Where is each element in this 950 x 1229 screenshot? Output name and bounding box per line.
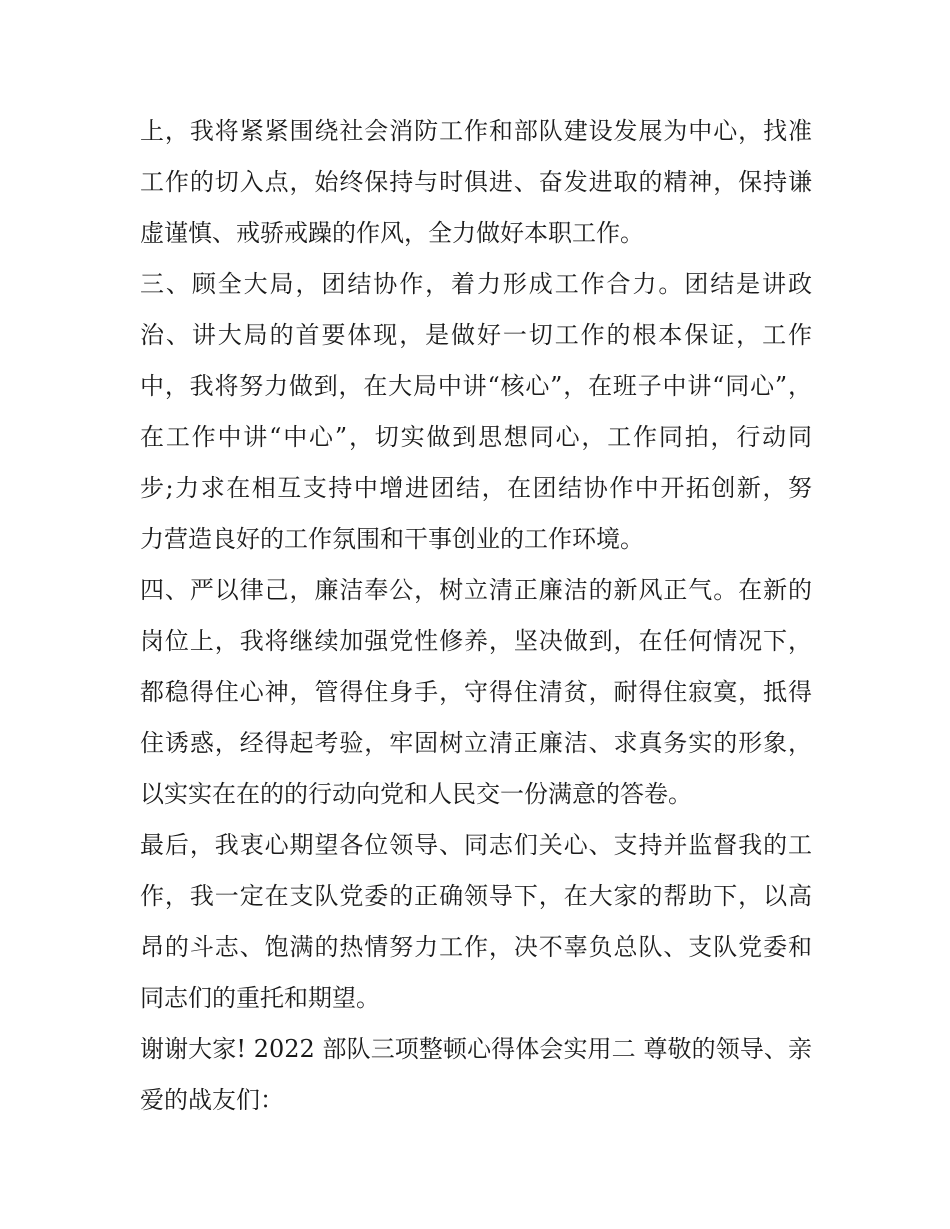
text-line-10: 四、严以律己，廉洁奉公，树立清正廉洁的新风正气。在新的	[140, 576, 812, 604]
text-line-5: 治、讲大局的首要体现，是做好一切工作的根本保证，工作	[140, 321, 812, 349]
text-line-9: 力营造良好的工作氛围和干事创业的工作环境。	[140, 525, 644, 553]
text-line-13: 住诱惑，经得起考验，牢固树立清正廉洁、求真务实的形象，	[140, 729, 812, 757]
text-line-15: 最后，我衷心期望各位领导、同志们关心、支持并监督我的工	[140, 831, 812, 859]
text-line-6: 中，我将努力做到，在大局中讲“核心”，在班子中讲“同心”，	[140, 372, 812, 400]
text-line-18: 同志们的重托和期望。	[140, 984, 380, 1012]
text-line-2: 工作的切入点，始终保持与时俱进、奋发进取的精神，保持谦	[140, 168, 812, 196]
text-line-16: 作，我一定在支队党委的正确领导下，在大家的帮助下，以高	[140, 882, 812, 910]
text-line-1: 上，我将紧紧围绕社会消防工作和部队建设发展为中心，找准	[140, 117, 812, 145]
text-line-8: 步;力求在相互支持中增进团结，在团结协作中开拓创新，努	[140, 474, 812, 502]
text-line-19: 谢谢大家! 2022 部队三项整顿心得体会实用二 尊敬的领导、亲	[140, 1035, 812, 1063]
text-line-11: 岗位上，我将继续加强党性修养，坚决做到，在任何情况下，	[140, 627, 812, 655]
text-line-14: 以实实在在的的行动向党和人民交一份满意的答卷。	[140, 780, 692, 808]
body-text	[140, 106, 812, 1126]
text-line-3: 虚谨慎、戒骄戒躁的作风，全力做好本职工作。	[140, 219, 644, 247]
text-line-20: 爱的战友们：	[140, 1086, 284, 1114]
text-line-12: 都稳得住心神，管得住身手，守得住清贫，耐得住寂寞，抵得	[140, 678, 812, 706]
text-line-7: 在工作中讲“中心”，切实做到思想同心，工作同拍，行动同	[140, 423, 812, 451]
text-line-17: 昂的斗志、饱满的热情努力工作，决不辜负总队、支队党委和	[140, 933, 812, 961]
text-line-4: 三、顾全大局，团结协作，着力形成工作合力。团结是讲政	[140, 270, 812, 298]
